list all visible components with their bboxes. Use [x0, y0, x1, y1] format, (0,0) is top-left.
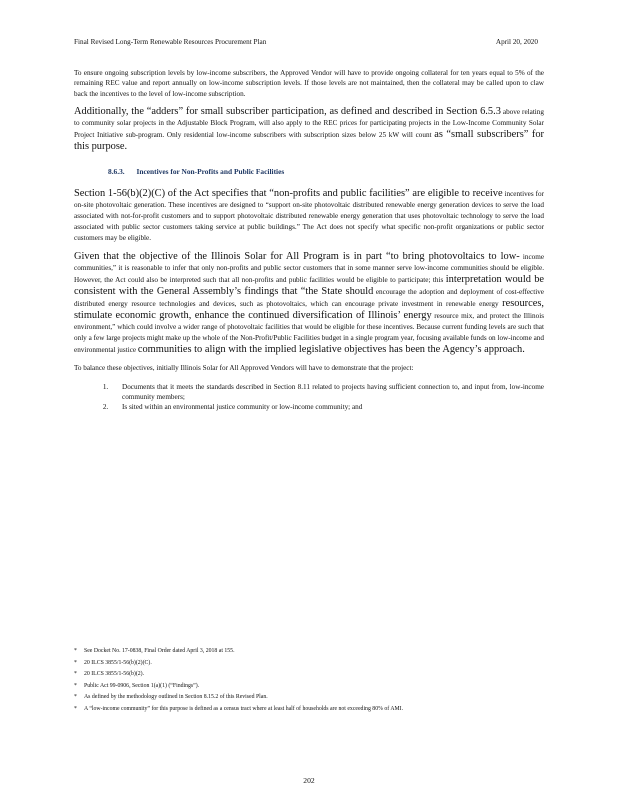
footnote: * 20 ILCS 3855/1-56(b)(2)(C). — [74, 659, 152, 666]
footnotes — [74, 646, 544, 715]
footnote: * See Docket No. 17-0838, Final Order dated April 3, 2018 at 155. — [74, 648, 235, 654]
body-text — [74, 68, 544, 413]
section-title: Incentives for Non-Profits and Public Facilities — [136, 167, 285, 177]
footnote: * As defined by the methodology outlined in Section 8.15.2 of this Revised Plan. — [74, 694, 268, 700]
footnote: * A “low-income community” for this purpose is defined as a census tract where at least half of households are not exceeding 80% of AMI. — [74, 705, 404, 712]
section-heading — [108, 167, 544, 176]
paragraph-balance: To balance these objectives, initially Illinois Solar for All Approved Vendors will have to demonstrate that the project: — [74, 364, 414, 373]
page-header — [74, 38, 538, 46]
header-title: Final Revised Long-Term Renewable Resources Procurement Plan — [74, 38, 267, 46]
paragraph-eligibility: Section 1-56(b)(2)(C) of the Act specifies that “non-profits and public facilities” are eligible to receive incentives for on-site photovoltaic generation. These incentives are designed to “support on-site photovoltaic distributed renewable energy generation devices to serve the load associated with not-for-profit customers and to support photovoltaic distributed renewable energy generation that uses photovoltaic technology to serve the load associated with public sector customers taking service at public buildings.” The Act does not specify what specific non-profit organizations or public sector customers may be eligible. — [74, 188, 545, 243]
section-number: 8.6.3. — [108, 167, 125, 177]
page-number: 202 — [303, 776, 315, 785]
footnote: * 20 ILCS 3855/1-56(b)(2). — [74, 671, 145, 677]
footnote: * Public Act 99-0906, Section 1(a)(1) (“Findings”). — [74, 682, 200, 689]
paragraph-adders: Additionally, the “adders” for small subscriber participation, as defined and described in Section 6.5.3 above relating to community solar projects in the Adjustable Block Program, will also apply to the REC prices for participating projects in the Low-Income Community Solar Project Initiative sub-program. Only residential low-income subscribers with subscription sizes below 25 kW will count as “small subscribers” for this purpose. — [74, 106, 545, 153]
paragraph-objective: Given that the objective of the Illinois Solar for All Program is in part “to bring photovoltaics to low- income communities,” it is reasonable to infer that only non-profits and public sector customers that in some manner serve low-income communities should be eligible. However, the Act could also be interpreted such that all non-profits and public facilities would be eligible to participate; this interpretation would be consistent with the General Assembly’s findings that “the State should encourage the adoption and deployment of cost-effective distributed energy resource technologies and devices, such as photovoltaics, which can encourage private investment in renewable energy resources, stimulate economic growth, enhance the continued diversification of Illinois’ energy resource mix, and protect the Illinois environment,” which could involve a wider range of photovoltaic facilities that would be eligible for these incentives. Because current funding levels are such that only a few large projects might make up the whole of the Non-Profit/Public Facilities budget in a single program year, focusing available funds on low-income and environmental justice communities to align with the implied legislative objectives has been the Agency’s approach. — [74, 251, 545, 356]
list-item: 1. Documents that it meets the standards described in Section 8.11 related to projects having sufficient connection to, and input from, low-income community members; — [110, 382, 544, 403]
requirements-list — [74, 382, 544, 413]
paragraph-collateral: To ensure ongoing subscription levels by low-income subscribers, the Approved Vendor will have to provide ongoing collateral for ten years equal to 5% of the remaining REC value and report annually on low-income subscription levels. If those levels are not maintained, then the collateral may be called upon to claw back the incentives to the level of low-income subscription. — [74, 69, 544, 98]
list-item: 2. Is sited within an environmental justice community or low-income community; and — [110, 402, 544, 412]
header-date: April 20, 2020 — [495, 38, 538, 46]
